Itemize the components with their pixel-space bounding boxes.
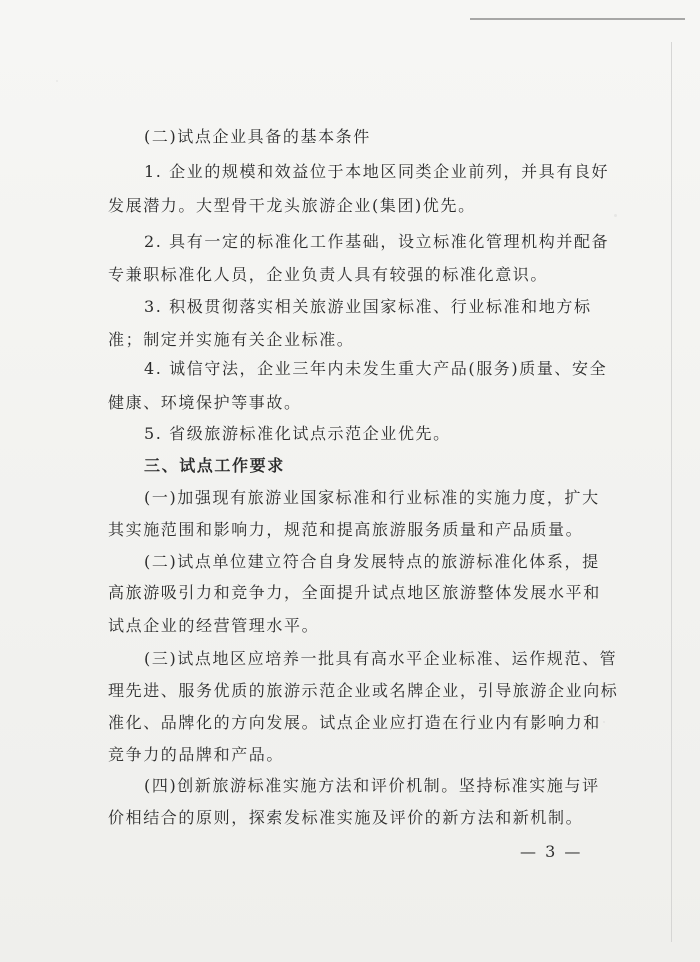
document-line: 理先进、服务优质的旅游示范企业或名牌企业，引导旅游企业向标 — [108, 681, 619, 700]
document-line: 价相结合的原则，探索发标准实施及评价的新方法和新机制。 — [108, 808, 584, 827]
document-line: 专兼职标准化人员，企业负责人具有较强的标准化意识。 — [108, 265, 549, 284]
document-line: 健康、环境保护等事故。 — [108, 393, 302, 412]
document-line: 发展潜力。大型骨干龙头旅游企业(集团)优先。 — [108, 196, 476, 215]
document-line: 准；制定并实施有关企业标准。 — [108, 330, 355, 349]
document-line: (四)创新旅游标准实施方法和评价机制。坚持标准实施与评 — [144, 776, 600, 795]
document-line: 高旅游吸引力和竞争力，全面提升试点地区旅游整体发展水平和 — [108, 583, 601, 602]
document-line: 竞争力的品牌和产品。 — [108, 745, 285, 764]
document-line: (三)试点地区应培养一批具有高水平企业标准、运作规范、管 — [144, 649, 618, 668]
top-rule — [470, 18, 685, 20]
document-line: 试点企业的经营管理水平。 — [108, 616, 320, 635]
document-line: 1. 企业的规模和效益位于本地区同类企业前列，并具有良好 — [144, 162, 610, 181]
section-heading: 三、试点工作要求 — [144, 456, 285, 475]
document-line: 4. 诚信守法，企业三年内未发生重大产品(服务)质量、安全 — [144, 359, 608, 378]
document-line: 3. 积极贯彻落实相关旅游业国家标准、行业标准和地方标 — [144, 297, 592, 316]
document-line: (二)试点企业具备的基本条件 — [144, 127, 371, 146]
document-line: 5. 省级旅游标准化试点示范企业优先。 — [144, 424, 451, 443]
document-line: (一)加强现有旅游业国家标准和行业标准的实施力度，扩大 — [144, 488, 600, 507]
document-line: 准化、品牌化的方向发展。试点企业应打造在行业内有影响力和 — [108, 713, 601, 732]
scan-speck — [56, 80, 58, 82]
document-line: (二)试点单位建立符合自身发展特点的旅游标准化体系，提 — [144, 552, 600, 571]
page-number: — 3 — — [520, 842, 583, 861]
document-line: 其实施范围和影响力，规范和提高旅游服务质量和产品质量。 — [108, 520, 584, 539]
document-line: 2. 具有一定的标准化工作基础，设立标准化管理机构并配备 — [144, 232, 610, 251]
